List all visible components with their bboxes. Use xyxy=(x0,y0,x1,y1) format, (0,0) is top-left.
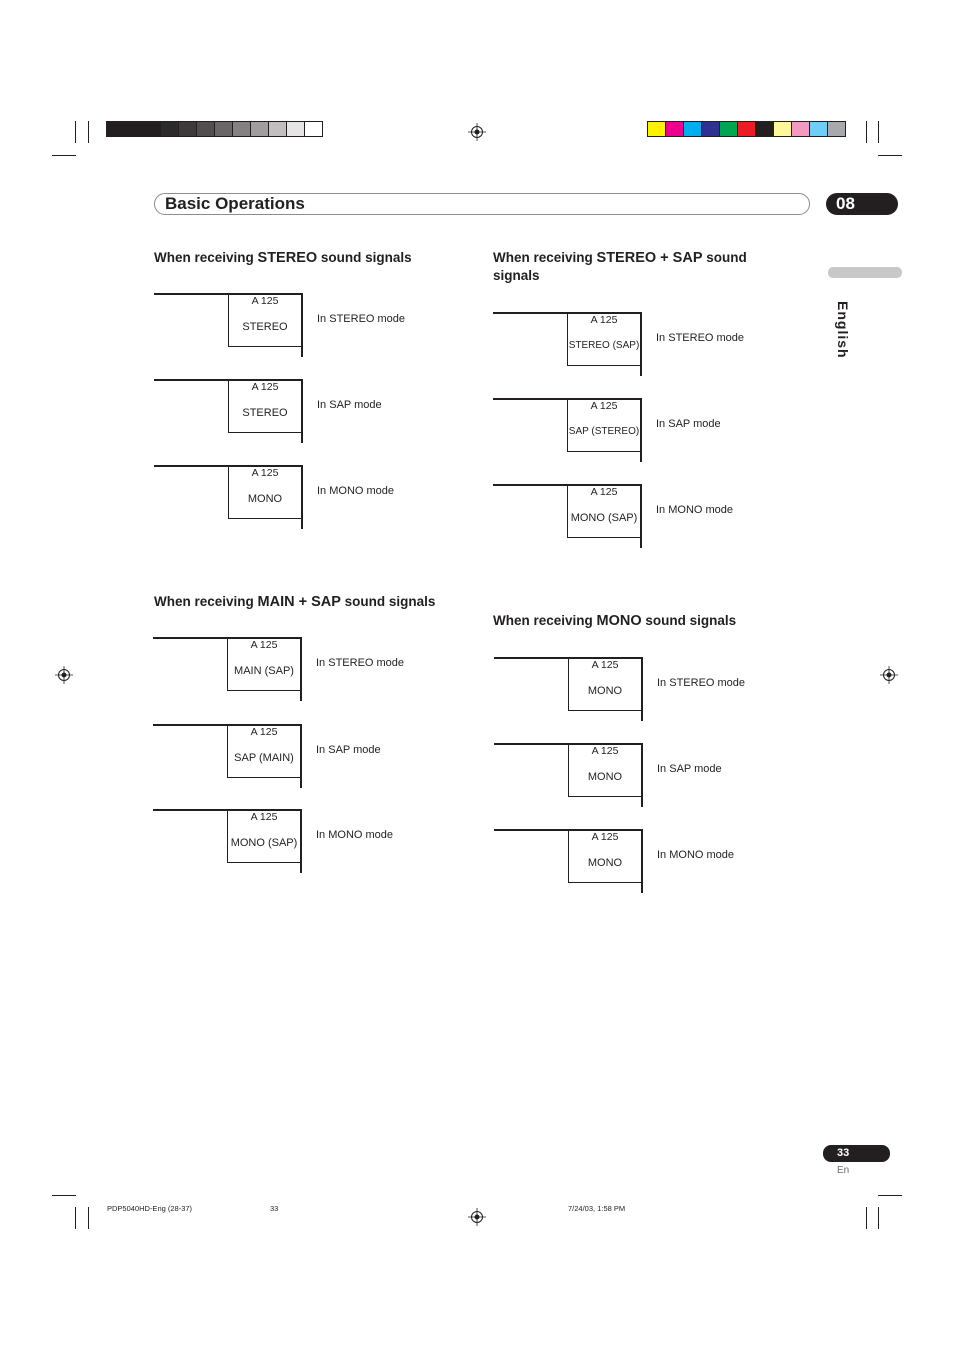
color-swatch xyxy=(304,121,323,137)
mode-caption: In SAP mode xyxy=(656,418,721,430)
sound-status: MONO xyxy=(587,857,623,869)
language-label: English xyxy=(835,301,851,359)
section-heading: When receiving MAIN + SAP sound signals xyxy=(154,594,436,610)
crop-mark xyxy=(88,121,89,143)
mode-caption: In MONO mode xyxy=(656,504,734,516)
channel-number: A 125 xyxy=(591,831,619,843)
language-tab-bar xyxy=(828,267,902,278)
color-swatch xyxy=(214,121,233,137)
channel-number: A 125 xyxy=(591,745,619,757)
crop-mark xyxy=(88,1207,89,1229)
crop-mark xyxy=(52,155,76,156)
channel-number: A 125 xyxy=(591,659,619,671)
color-swatch xyxy=(160,121,179,137)
footer-timestamp: 7/24/03, 1:58 PM xyxy=(568,1204,626,1213)
channel-number: A 125 xyxy=(590,486,618,498)
footer-file-name: PDP5040HD-Eng (28-37) xyxy=(107,1204,193,1213)
mode-caption: In STEREO mode xyxy=(656,332,745,344)
registration-mark-icon xyxy=(880,666,898,684)
mode-caption: In SAP mode xyxy=(316,744,381,756)
color-swatch xyxy=(791,121,810,137)
crop-mark xyxy=(878,1195,902,1196)
channel-number: A 125 xyxy=(590,314,618,326)
color-swatch xyxy=(268,121,287,137)
channel-number: A 125 xyxy=(250,639,278,651)
color-swatch xyxy=(286,121,305,137)
chapter-number-badge: 08 xyxy=(826,193,898,215)
channel-number: A 125 xyxy=(251,295,279,307)
sound-status: MONO (SAP) xyxy=(230,837,298,849)
mode-caption: In SAP mode xyxy=(317,399,382,411)
color-swatch xyxy=(737,121,756,137)
sound-status: SAP (MAIN) xyxy=(234,752,294,764)
registration-mark-icon xyxy=(55,666,73,684)
sound-status: STEREO (SAP) xyxy=(568,340,640,351)
section-heading: When receiving MONO sound signals xyxy=(493,613,737,629)
crop-mark xyxy=(52,1195,76,1196)
color-swatch xyxy=(809,121,828,137)
crop-mark xyxy=(878,1207,879,1229)
channel-number: A 125 xyxy=(590,400,618,412)
mode-caption: In MONO mode xyxy=(317,485,395,497)
color-swatch xyxy=(196,121,215,137)
color-swatch xyxy=(647,121,666,137)
sound-status: MONO (SAP) xyxy=(570,512,638,524)
channel-number: A 125 xyxy=(251,467,279,479)
crop-mark xyxy=(866,121,867,143)
color-swatch xyxy=(124,121,143,137)
channel-number: A 125 xyxy=(251,381,279,393)
registration-mark-icon xyxy=(468,123,486,141)
channel-number: A 125 xyxy=(250,726,278,738)
sound-status: MONO xyxy=(587,771,623,783)
sound-status: MONO xyxy=(247,493,283,505)
mode-caption: In SAP mode xyxy=(657,763,722,775)
language-code: En xyxy=(837,1165,850,1176)
color-swatch xyxy=(178,121,197,137)
section-heading: When receiving STEREO + SAP sound signals xyxy=(493,250,747,283)
footer-page: 33 xyxy=(270,1204,279,1213)
crop-mark xyxy=(75,1207,76,1229)
sound-status: MAIN (SAP) xyxy=(234,665,294,677)
sound-status: MONO xyxy=(587,685,623,697)
color-swatch xyxy=(755,121,774,137)
color-swatch xyxy=(232,121,251,137)
sound-status: SAP (STEREO) xyxy=(568,426,640,437)
color-swatch xyxy=(683,121,702,137)
color-swatch xyxy=(142,121,161,137)
mode-caption: In STEREO mode xyxy=(316,657,405,669)
sound-status: STEREO xyxy=(242,321,288,333)
section-heading: When receiving STEREO sound signals xyxy=(154,250,412,266)
mode-caption: In MONO mode xyxy=(316,829,394,841)
registration-mark-icon xyxy=(468,1208,486,1226)
crop-mark xyxy=(878,155,902,156)
color-swatch xyxy=(719,121,738,137)
sound-status: STEREO xyxy=(242,407,288,419)
color-swatch xyxy=(665,121,684,137)
crop-mark xyxy=(75,121,76,143)
mode-caption: In STEREO mode xyxy=(317,313,406,325)
color-swatch xyxy=(701,121,720,137)
color-swatch xyxy=(773,121,792,137)
color-swatch xyxy=(250,121,269,137)
crop-mark xyxy=(878,121,879,143)
crop-mark xyxy=(866,1207,867,1229)
color-swatch xyxy=(827,121,846,137)
page-number-badge: 33 xyxy=(823,1145,890,1162)
channel-number: A 125 xyxy=(250,811,278,823)
page-title: Basic Operations xyxy=(165,194,305,213)
mode-caption: In STEREO mode xyxy=(657,677,746,689)
color-swatch xyxy=(106,121,125,137)
mode-caption: In MONO mode xyxy=(657,849,735,861)
